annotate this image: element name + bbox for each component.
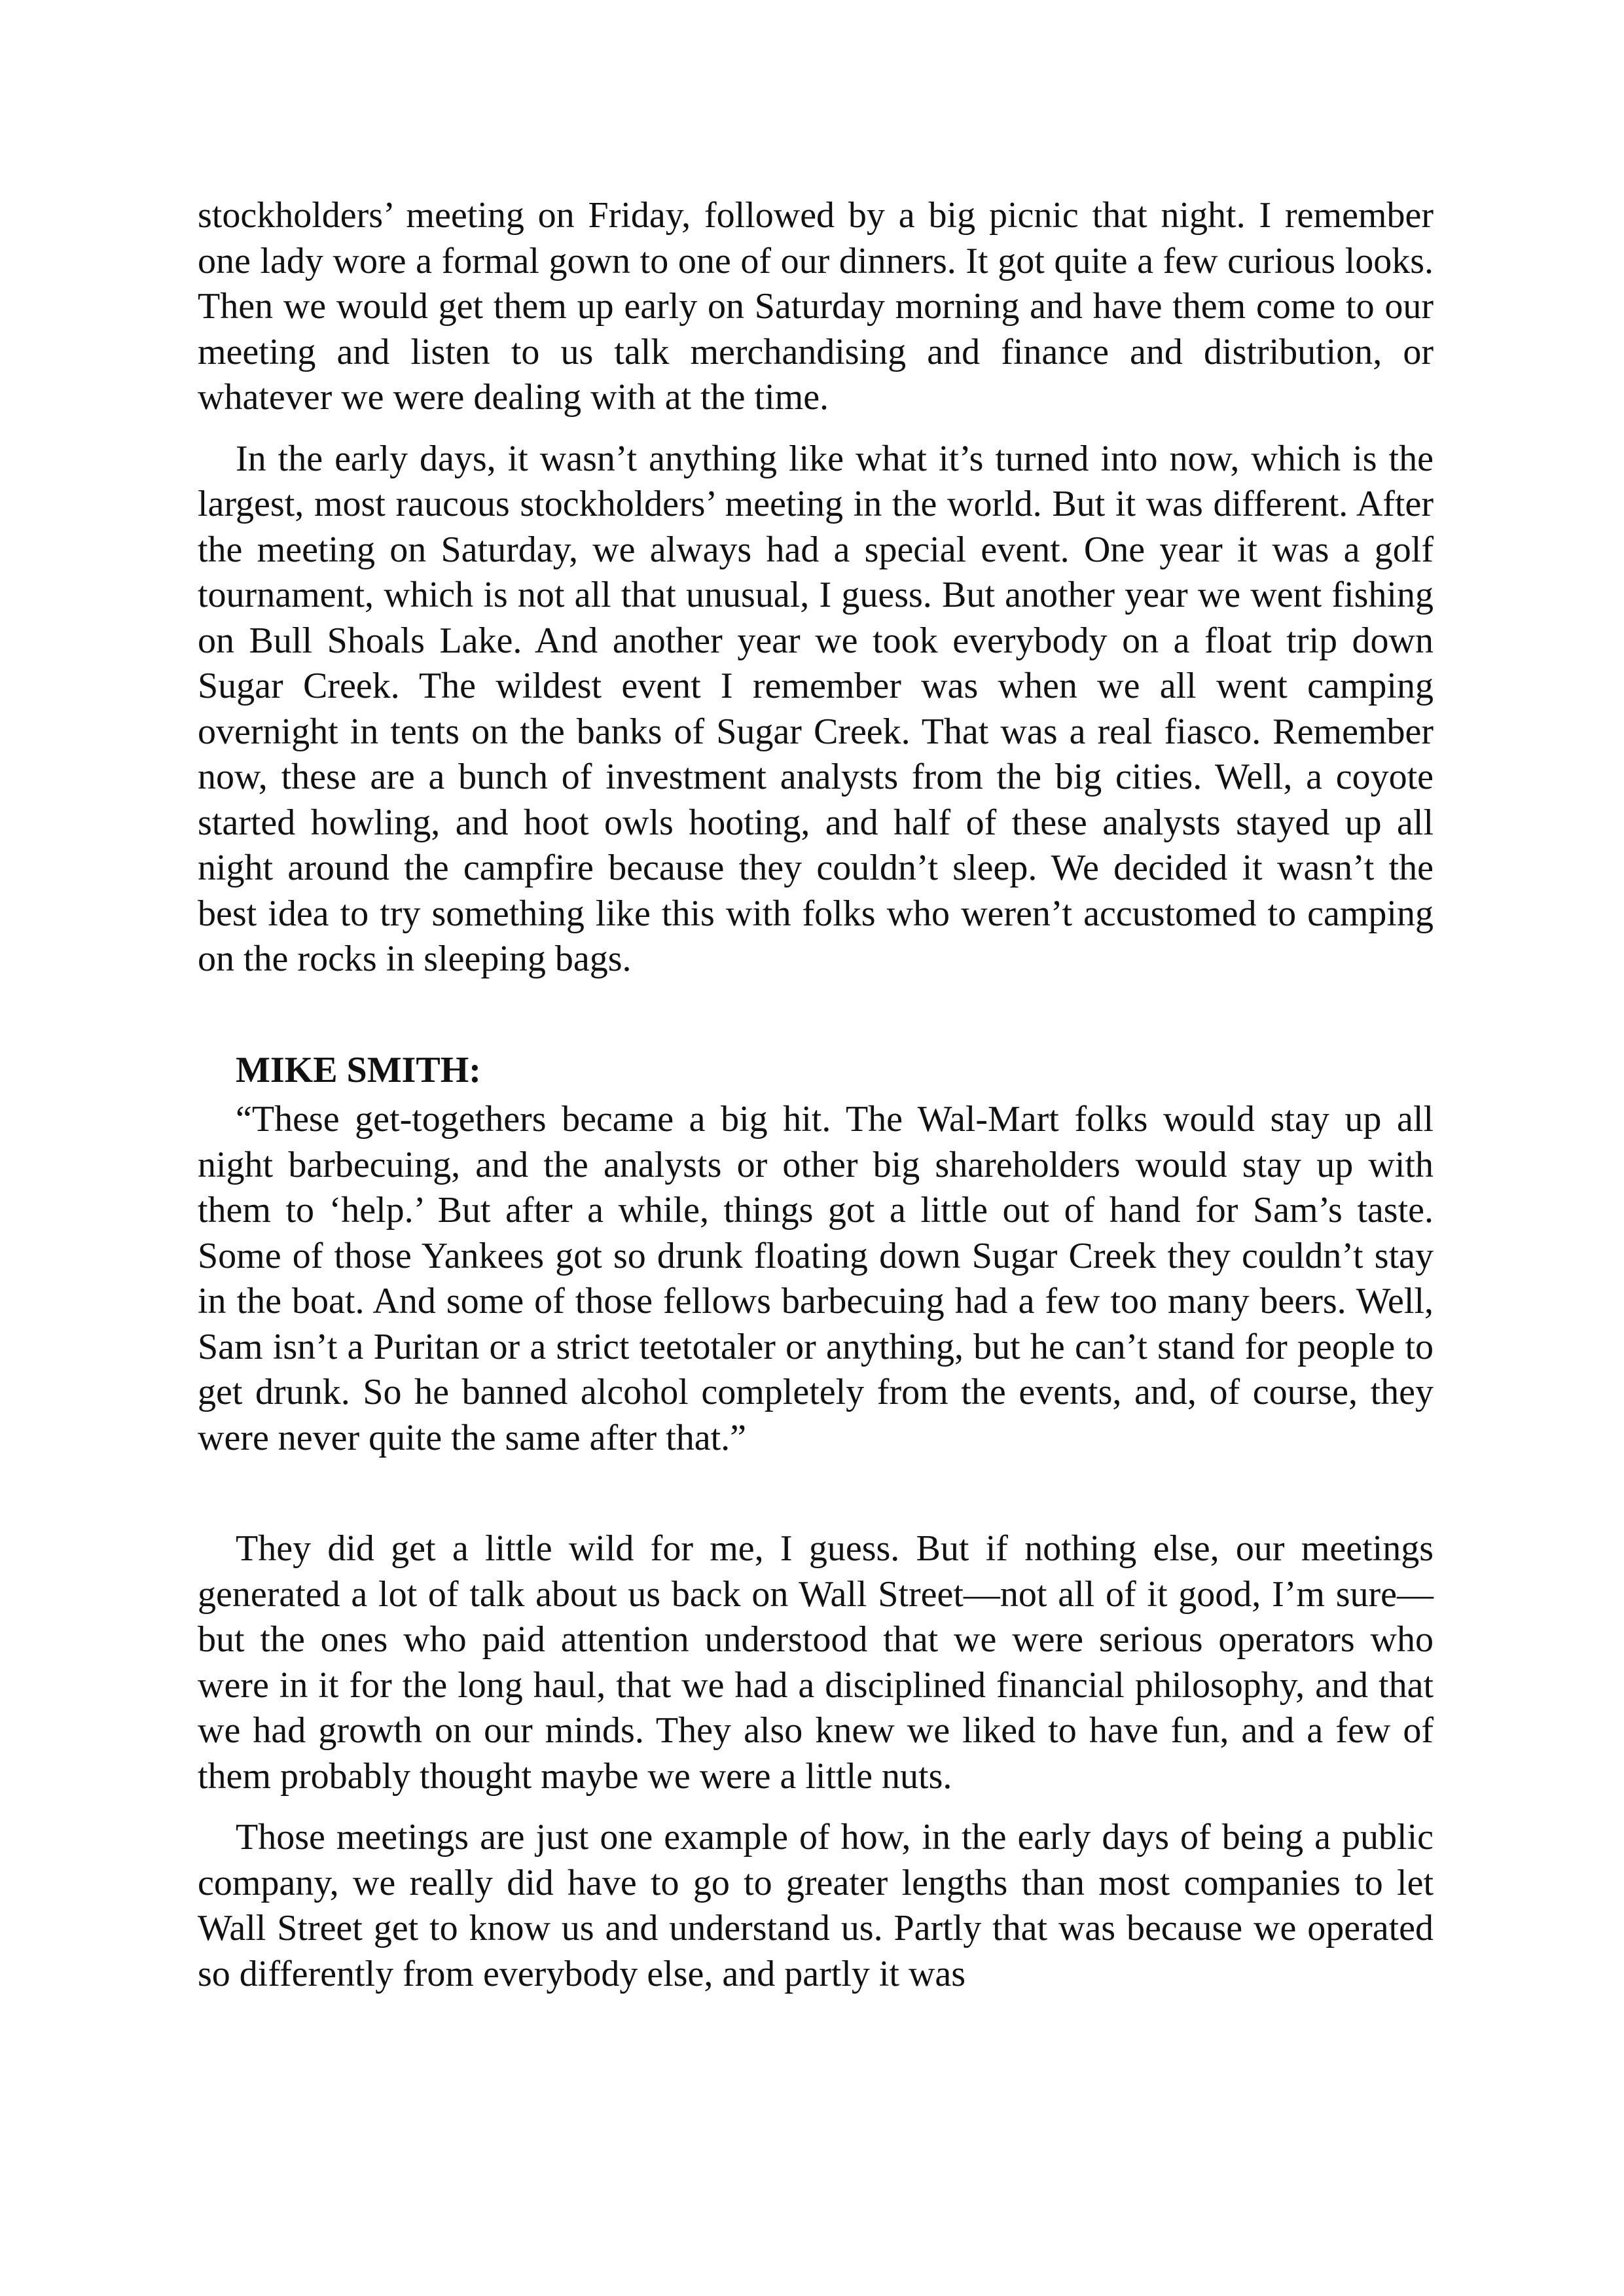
speaker-quote: “These get-togethers became a big hit. The Wal-Mart folks would stay up all night barbecuing, and the analysts or other big shareholders would stay up with them to ‘help.’ But after a while, things got a little out of hand for Sam’s taste. Some of those Yankees got so drunk floating down Sugar Creek they couldn’t stay in the boat. And some of those fellows barbecuing had a few too many beers. Well, Sam isn’t a Puritan or a strict teetotaler or anything, but he can’t stand for people to get drunk. So he banned alcohol completely from the events, and, of course, they were never quite the same after that.” — [198, 1099, 1434, 1458]
paragraph-continuation: stockholders’ meeting on Friday, followed by a big picnic that night. I remember one lady wore a formal gown to one of our dinners. It got quite a few curious looks. Then we would get them up early on Saturday morning and have them come to our meeting and listen to us talk merchandising and finance and distribution, or whatever we were dealing with at the time. — [198, 195, 1434, 418]
paragraph-wild: They did get a little wild for me, I guess. But if nothing else, our meetings generated a lot of talk about us back on Wall Street—not all of it good, I’m sure—but the ones who paid attention understood that we were serious operators who were in it for the long haul, that we had a disciplined financial philosophy, and that we had growth on our minds. They also knew we liked to have fun, and a few of them probably thought maybe we were a little nuts. — [198, 1528, 1434, 1797]
speaker-heading: MIKE SMITH: — [236, 1049, 481, 1090]
paragraph-meetings: Those meetings are just one example of how, in the early days of being a public company, we really did have to go to greater lengths than most companies to let Wall Street get to know us and understand us. Partly that was because we operated so differently from everybody else, and partly it was — [198, 1817, 1434, 1994]
page-body — [198, 193, 1434, 1997]
paragraph-early-days: In the early days, it wasn’t anything like what it’s turned into now, which is the largest, most raucous stockholders’ meeting in the world. But it was different. After the meeting on Saturday, we always had a special event. One year it was a golf tournament, which is not all that unusual, I guess. But another year we went fishing on Bull Shoals Lake. And another year we took everybody on a float trip down Sugar Creek. The wildest event I remember was when we all went camping overnight in tents on the banks of Sugar Creek. That was a real fiasco. Remember now, these are a bunch of investment analysts from the big cities. Well, a coyote started howling, and hoot owls hooting, and half of these analysts stayed up all night around the campfire because they couldn’t sleep. We decided it wasn’t the best idea to try something like this with folks who weren’t accustomed to camping on the rocks in sleeping bags. — [198, 438, 1434, 979]
